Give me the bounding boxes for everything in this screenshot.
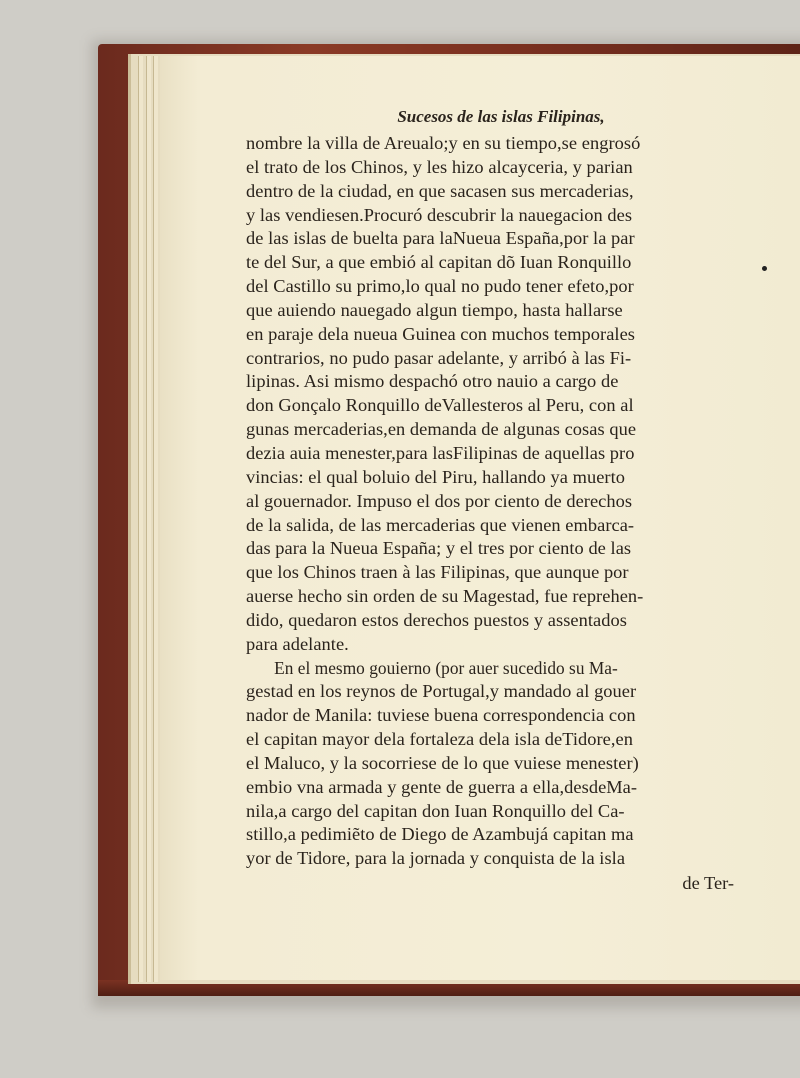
text-line: el Maluco, y la socorriese de lo que vuiese menester) — [246, 752, 639, 773]
page-edge — [138, 56, 143, 982]
text-line: que auiendo nauegado algun tiempo, hasta hallarse — [246, 299, 623, 320]
text-line: vincias: el qual boluio del Piru, hallando ya muerto — [246, 466, 626, 487]
text-line: das para la Nueua España; y el tres por ciento de las — [246, 538, 632, 559]
text-line: nador de Manila: tuviese buena correspondencia con — [246, 705, 636, 726]
text-line: de la salida, de las mercaderias que vienen embarca- — [246, 514, 635, 535]
page-edge — [153, 56, 158, 982]
text-line: stillo,a pedimiẽto de Diego de Azambujá capitan ma — [246, 824, 634, 845]
text-block — [246, 102, 736, 895]
text-line: lipinas. Asi mismo despachó otro nauio a cargo de — [246, 371, 619, 392]
text-line: embio vna armada y gente de guerra a ella,desdeMa- — [246, 776, 638, 797]
text-line: auerse hecho sin orden de su Magestad, fue reprehen- — [246, 586, 644, 607]
text-line: yor de Tidore, para la jornada y conquista de la isla — [246, 848, 626, 869]
text-line: el capitan mayor dela fortaleza dela isla deTidore,en — [246, 729, 633, 750]
page-edge — [146, 56, 151, 982]
body-text — [246, 132, 736, 871]
text-line: contrarios, no pudo pasar adelante, y arribó à las Fi- — [246, 347, 632, 368]
text-line: que los Chinos traen à las Filipinas, que aunque por — [246, 562, 629, 583]
ink-spot — [762, 266, 767, 271]
text-line: nila,a cargo del capitan don Iuan Ronquillo del Ca- — [246, 800, 625, 821]
text-line: te del Sur, a que embió al capitan dõ Iuan Ronquillo — [246, 252, 632, 273]
text-line: y las vendiesen.Procuró descubrir la nauegacion des — [246, 204, 633, 225]
text-line: para adelante. — [246, 633, 349, 654]
text-line: de las islas de buelta para laNueua España,por la par — [246, 228, 635, 249]
catchword: de Ter- — [682, 873, 734, 894]
running-head: Sucesos de las islas Filipinas, — [397, 107, 605, 126]
text-line-paragraph-start: En el mesmo gouierno (por auer sucedido su Ma- — [274, 657, 618, 678]
text-line: don Gonçalo Ronquillo deVallesteros al Peru, con al — [246, 395, 634, 416]
text-line: del Castillo su primo,lo qual no pudo tener efeto,por — [246, 276, 634, 297]
text-line: el trato de los Chinos, y les hizo alcayceria, y parian — [246, 156, 633, 177]
text-line: gestad en los reynos de Portugal,y mandado al gouer — [246, 681, 637, 702]
text-line: dido, quedaron estos derechos puestos y assentados — [246, 609, 627, 630]
text-line: dezia auia menester,para lasFilipinas de aquellas pro — [246, 442, 635, 463]
text-line: al gouernador. Impuso el dos por ciento de derechos — [246, 490, 633, 511]
text-line: dentro de la ciudad, en que sacasen sus mercaderias, — [246, 180, 634, 201]
text-line: en paraje dela nueua Guinea con muchos temporales — [246, 323, 636, 344]
text-line: nombre la villa de Areualo;y en su tiempo,se engrosó — [246, 133, 641, 153]
text-line: gunas mercaderias,en demanda de algunas cosas que — [246, 419, 637, 440]
